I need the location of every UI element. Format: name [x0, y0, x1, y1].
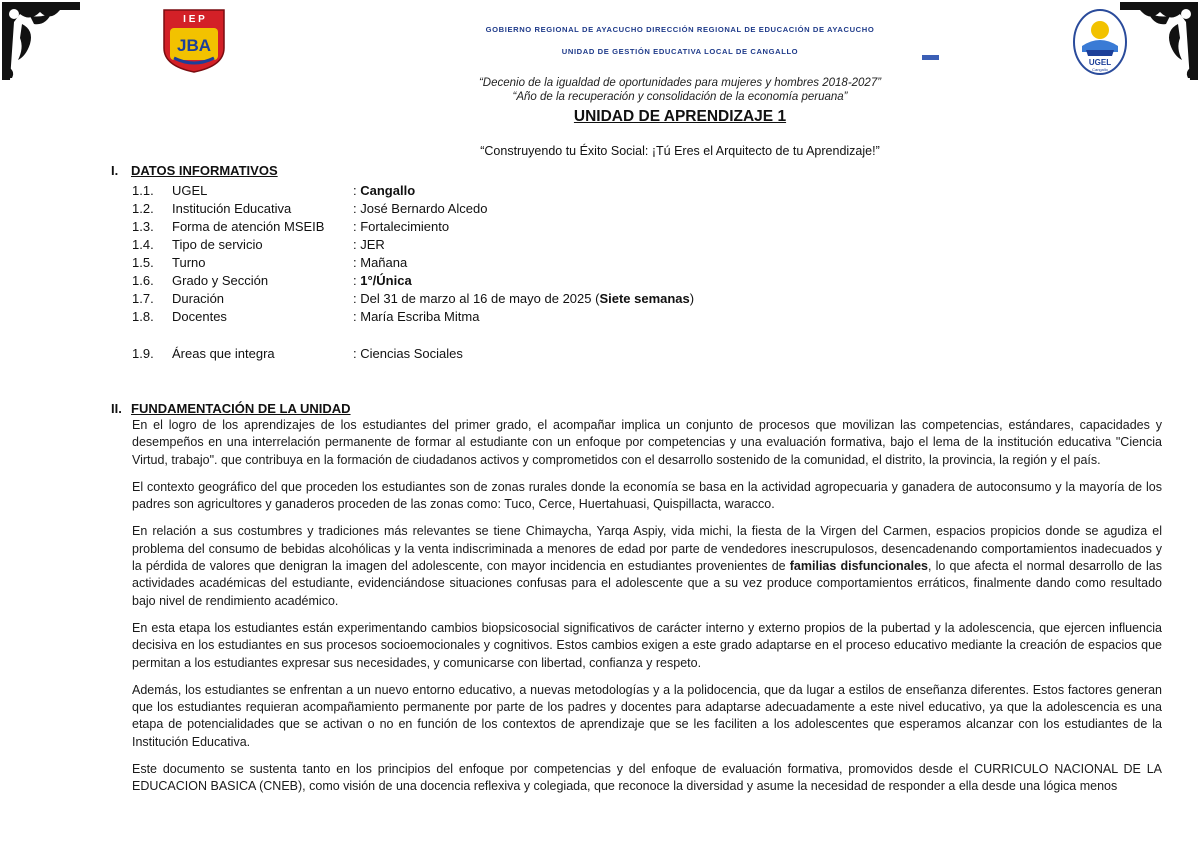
row-label: UGEL: [172, 183, 208, 198]
row-label: Docentes: [172, 309, 227, 324]
section-2-heading: [111, 401, 351, 416]
row-number: 1.9.: [132, 346, 154, 361]
page-title: UNIDAD DE APRENDIZAJE 1: [573, 108, 787, 125]
fundamentacion-body: [132, 417, 1162, 806]
row-number: 1.5.: [132, 255, 154, 270]
decenio-line: “Decenio de la igualdad de oportunidades para mujeres y hombres 2018-2027”: [478, 77, 882, 89]
row-label: Áreas que integra: [172, 346, 275, 361]
unit-slogan: “Construyendo tu Éxito Social: ¡Tú Eres el Arquitecto de tu Aprendizaje!”: [480, 144, 880, 158]
row-number: 1.1.: [132, 183, 154, 198]
row-label: Grado y Sección: [172, 273, 269, 288]
paragraph: En el logro de los aprendizajes de los estudiantes del primer grado, el acompañar implica un conjunto de procesos que movilizan las competencias, estándares, capacidades y desempeños en una interrelación permanente de formar al estudiante con un enfoque por competencias y una evaluación formativa, bajo el lema de la institución educativa "Ciencia Virtud, trabajo". que contribuya en la formación de ciudadanos activos y comprometidos con el desarrollo sostenido de la comunidad, el distrito, la provincia, la región y el país.: [132, 418, 1162, 467]
row-value: : José Bernardo Alcedo: [353, 201, 488, 216]
section-2-number: II.: [111, 401, 122, 416]
row-label: Institución Educativa: [172, 201, 292, 216]
row-value: : Ciencias Sociales: [353, 346, 463, 361]
row-label: Duración: [172, 291, 225, 306]
ugel-line: UNIDAD DE GESTIÓN EDUCATIVA LOCAL DE CANGALLO: [561, 47, 799, 56]
anio-line: “Año de la recuperación y consolidación de la economía peruana”: [512, 91, 848, 103]
row-value: : Mañana: [353, 255, 408, 270]
paragraph: En esta etapa los estudiantes están experimentando cambios biopsicosocial significativos de carácter interno y externo propios de la pubertad y la adolescencia, que ejercen influencia decisiva en los estudiantes en sus procesos socioemocionales y cognitivos. Estos cambios exigen a este grado adaptarse en el proceso educativo mediante la creación de espacios que permitan a los estudiantes expresar sus necesidades, y comunicarse con libertad, confianza y respeto.: [132, 620, 1162, 670]
corner-ornament-right: [1118, 0, 1200, 82]
row-number: 1.6.: [132, 273, 154, 288]
paragraph: El contexto geográfico del que proceden los estudiantes son de zonas rurales donde la economía se basa en la actividad agropecuaria y ganadera de autoconsumo y la mayoría de los padres son agricultores y ganaderos proceden de las zonas como: Tuco, Cerce, Huertahuasi, Quispillacta, waracco.: [132, 479, 1162, 512]
section-2-title: FUNDAMENTACIÓN DE LA UNIDAD: [131, 401, 351, 416]
row-label: Tipo de servicio: [172, 237, 263, 252]
row-number: 1.7.: [132, 291, 154, 306]
row-value: : María Escriba Mitma: [353, 309, 480, 324]
row-label: Turno: [172, 255, 206, 270]
section-1-number: I.: [111, 163, 119, 178]
paragraph: En relación a sus costumbres y tradiciones más relevantes se tiene Chimaycha, Yarqa Aspiy, vida michi, la fiesta de la Virgen del Carmen, espacios propicios donde se agudiza el problema del consumo de bebidas alcohólicas y la venta indiscriminada a menores de edad por parte de vendedores inescrupulosos, desencadenando comportamientos inadecuados y la pérdida de valores que denigran la imagen del adolescente, con mayor incidencia en estudiantes provenientes de familias disfuncionales, lo que afecta el normal desarrollo de las actividades académicas del estudiante, evidenciándose situaciones confusas para el adolescente que a su vez produce comportamientos erráticos, finalmente dando como resultado bajo nivel de rendimiento académico.: [132, 524, 1163, 608]
iep-jba-logo: [160, 8, 228, 74]
iep-logo-text: I E P: [183, 14, 205, 25]
jba-logo-text: JBA: [176, 36, 212, 55]
row-number: 1.8.: [132, 309, 154, 324]
section-1-heading: [111, 163, 278, 178]
corner-ornament-left: [0, 0, 82, 82]
row-value: : JER: [353, 237, 385, 252]
row-label: Forma de atención MSEIB: [172, 219, 325, 234]
row-number: 1.2.: [132, 201, 154, 216]
row-number: 1.4.: [132, 237, 154, 252]
paragraph: Este documento se sustenta tanto en los principios del enfoque por competencias y del enfoque de evaluación formativa, promovidos desde el CURRICULO NACIONAL DE LA EDUCACION BASICA (CNEB), como visión de una docencia reflexiva y colegiada, que reconoce la diversidad y asume la necesidad de responder a ella desde una lógica menos: [132, 762, 1162, 794]
paragraph: Además, los estudiantes se enfrentan a un nuevo entorno educativo, a nuevas metodologías y a la polidocencia, que da lugar a estilos de enseñanza diferentes. Estos factores generan que los estudiantes requieran acompañamiento permanente por parte de los padres y docentes para adaptarse adecuadamente a este nivel educativo, ya que la adolescencia es una etapa de potencialidades que se activan o no en función de los contextos de aprendizaje que se les faciliten a los adolescentes que esperamos alcanzar con los estudiantes de la Institución Educativa.: [132, 682, 1162, 749]
row-value: : Del 31 de marzo al 16 de mayo de 2025 (Siete semanas): [353, 291, 695, 306]
row-value: : Cangallo: [353, 183, 416, 198]
ugel-cangallo-logo: [1072, 8, 1128, 76]
row-value: : 1°/Única: [353, 273, 412, 288]
ugel-logo-text: UGEL: [1088, 58, 1112, 67]
ugel-logo-subtext: Cangallo: [1092, 67, 1108, 72]
gov-line: GOBIERNO REGIONAL DE AYACUCHO DIRECCIÓN REGIONAL DE EDUCACIÓN DE AYACUCHO: [485, 25, 875, 34]
row-value: : Fortalecimiento: [353, 219, 450, 234]
row-number: 1.3.: [132, 219, 154, 234]
section-1-title: DATOS INFORMATIVOS: [131, 163, 278, 178]
